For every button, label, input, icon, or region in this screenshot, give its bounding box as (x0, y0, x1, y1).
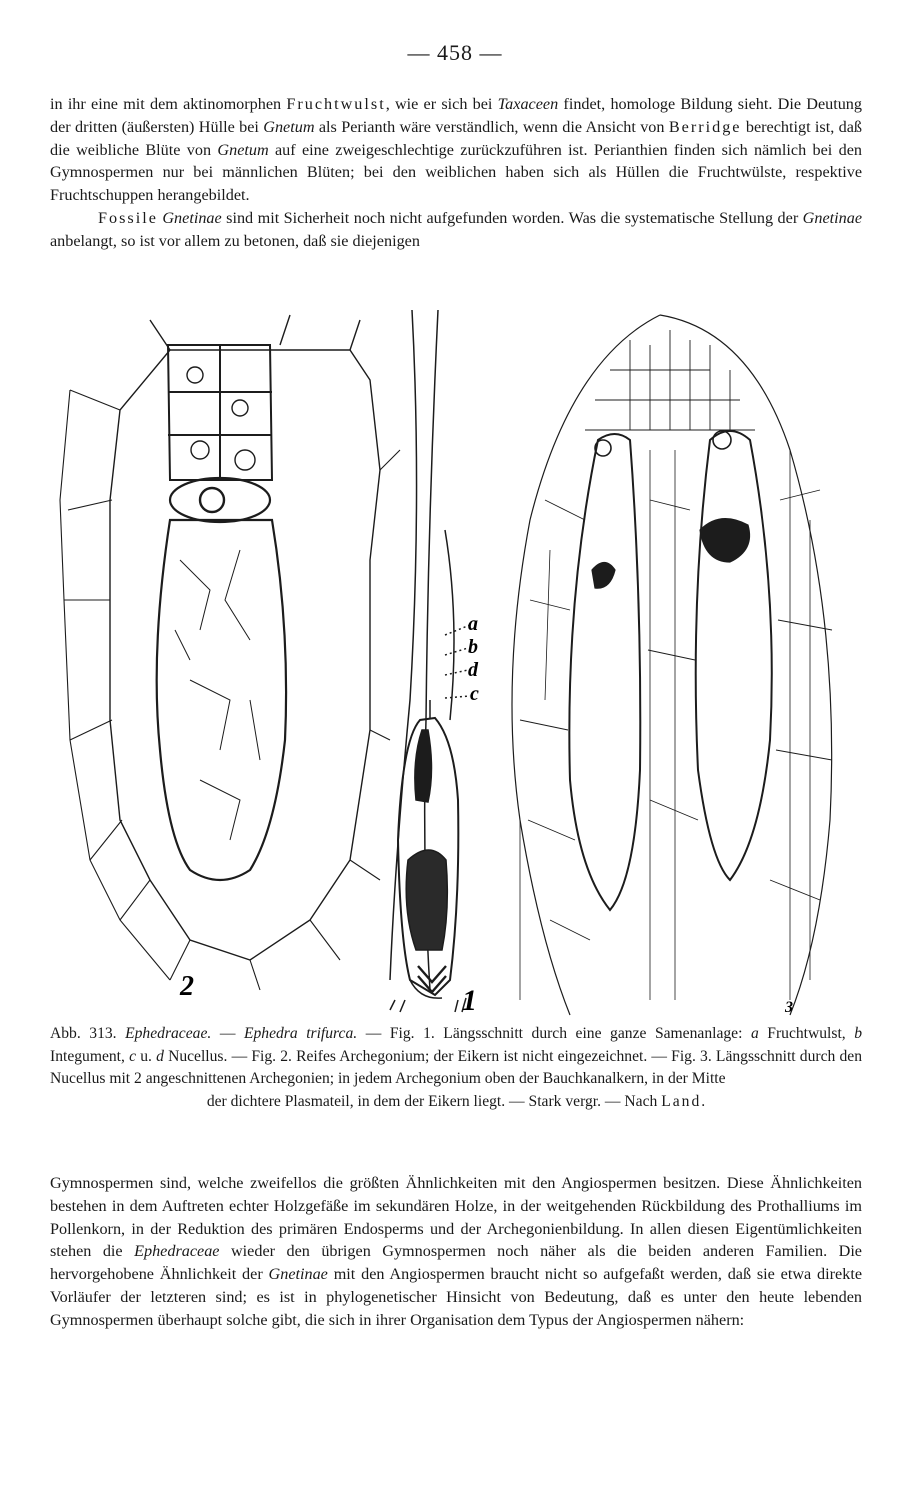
paragraph-3: Gymnospermen sind, welche zweifellos die größten Ähnlichkeiten mit den Angiospermen besitzen. Diese Ähnlichkeiten bestehen in dem Auftreten echter Holzgefäße im sekundären Holze, in der weitgehenden Rückbildung des Prothalliums im Pollenkorn, in der Reduktion des primären Endosperms und der Archegonienbildung. In allen diesen Eigentümlichkeiten stehen die Ephedraceae wieder den übrigen Gymnospermen noch näher als die beiden anderen Familien. Die hervorgehobene Ähnlichkeit der Gnetinae mit den Angiospermen braucht nicht so aufgefaßt werden, daß sie etwa direkte Vorläufer der letzteren sind; es ist in phylogenetischer Hinsicht von Bedeutung, daß es unter den heute lebenden Gymnospermen überhaupt solche gibt, die sich in ihrer Organisation dem Typus der Angiospermen nähern: (50, 1174, 862, 1329)
fig2-archegonium (60, 315, 400, 990)
fig1-label-d: d (468, 659, 478, 681)
fig3-label: 3 (785, 999, 793, 1016)
caption-last-line: der dichtere Plasmateil, in dem der Eikern liegt. — Stark vergr. — Nach Land. (206, 1092, 706, 1110)
fig1-label: 1 (462, 984, 477, 1017)
paragraph-2: Fossile Gnetinae sind mit Sicherheit noch nicht aufgefunden worden. Was die systematische Stellung der Gnetinae anbelangt, so ist vor allem zu betonen, daß sie diejenigen (50, 208, 863, 250)
fig1-ovule (390, 310, 470, 1012)
top-paragraph (50, 93, 862, 253)
bottom-paragraph (50, 1172, 862, 1332)
taxon-name: Ephedraceae (134, 1242, 220, 1261)
taxon-name: Gnetum (217, 140, 269, 159)
fig2-label: 2 (180, 971, 194, 1002)
spaced-word: Fossile (98, 208, 158, 227)
fig3-nucellus (512, 315, 832, 1015)
page-number: — 458 — (407, 40, 503, 65)
figure-313 (50, 300, 870, 1020)
author-name: Land (661, 1092, 702, 1110)
taxon-name: Gnetinae (802, 208, 863, 227)
spaced-word: Fruchtwulst (286, 95, 386, 113)
taxon-name: Gnetinae (268, 1265, 328, 1284)
fig1-label-a: a (468, 613, 478, 635)
taxon-name: Gnetinae (162, 208, 222, 227)
paragraph-1: in ihr eine mit dem aktinomorphen Fruchtwulst, wie er sich bei Taxaceen findet, homologe Bildung sieht. Die Deutung der dritten (äußersten) Hülle bei Gnetum als Perianth wäre verständlich, wenn die Ansicht von Berridge berechtigt ist, daß die weibliche Blüte von Gnetum auf eine zweigeschlechtige zurückzuführen ist. Perianthien finden sich nämlich bei den Gymnospermen nur bei männlichen Blüten; bei den weiblichen haben sich als Hüllen die Fruchtwülste, respektive Fruchtschuppen herangebildet. (50, 95, 863, 205)
fig1-label-b: b (468, 636, 478, 658)
figure-caption: Abb. 313. Ephedraceae. — Ephedra trifurca. — Fig. 1. Längsschnitt durch eine ganze Samenanlage: a Fruchtwulst, b Integument, c u. d Nucellus. — Fig. 2. Reifes Archegonium; der Eikern ist nicht eingezeichnet. — Fig. 3. Längsschnitt durch den Nucellus mit 2 angeschnittenen Archegonien; in jedem Archegonium oben der Bauchkanalkern, in der Mitte der dichtere Plasmateil, in dem der Eikern liegt. — Stark vergr. — Nach Land. (50, 1023, 862, 1113)
author-name: Berridge (668, 117, 742, 136)
fig1-label-c: c (470, 683, 479, 705)
taxon-name: Gnetum (263, 117, 315, 136)
taxon-name: Taxaceen (497, 95, 559, 113)
